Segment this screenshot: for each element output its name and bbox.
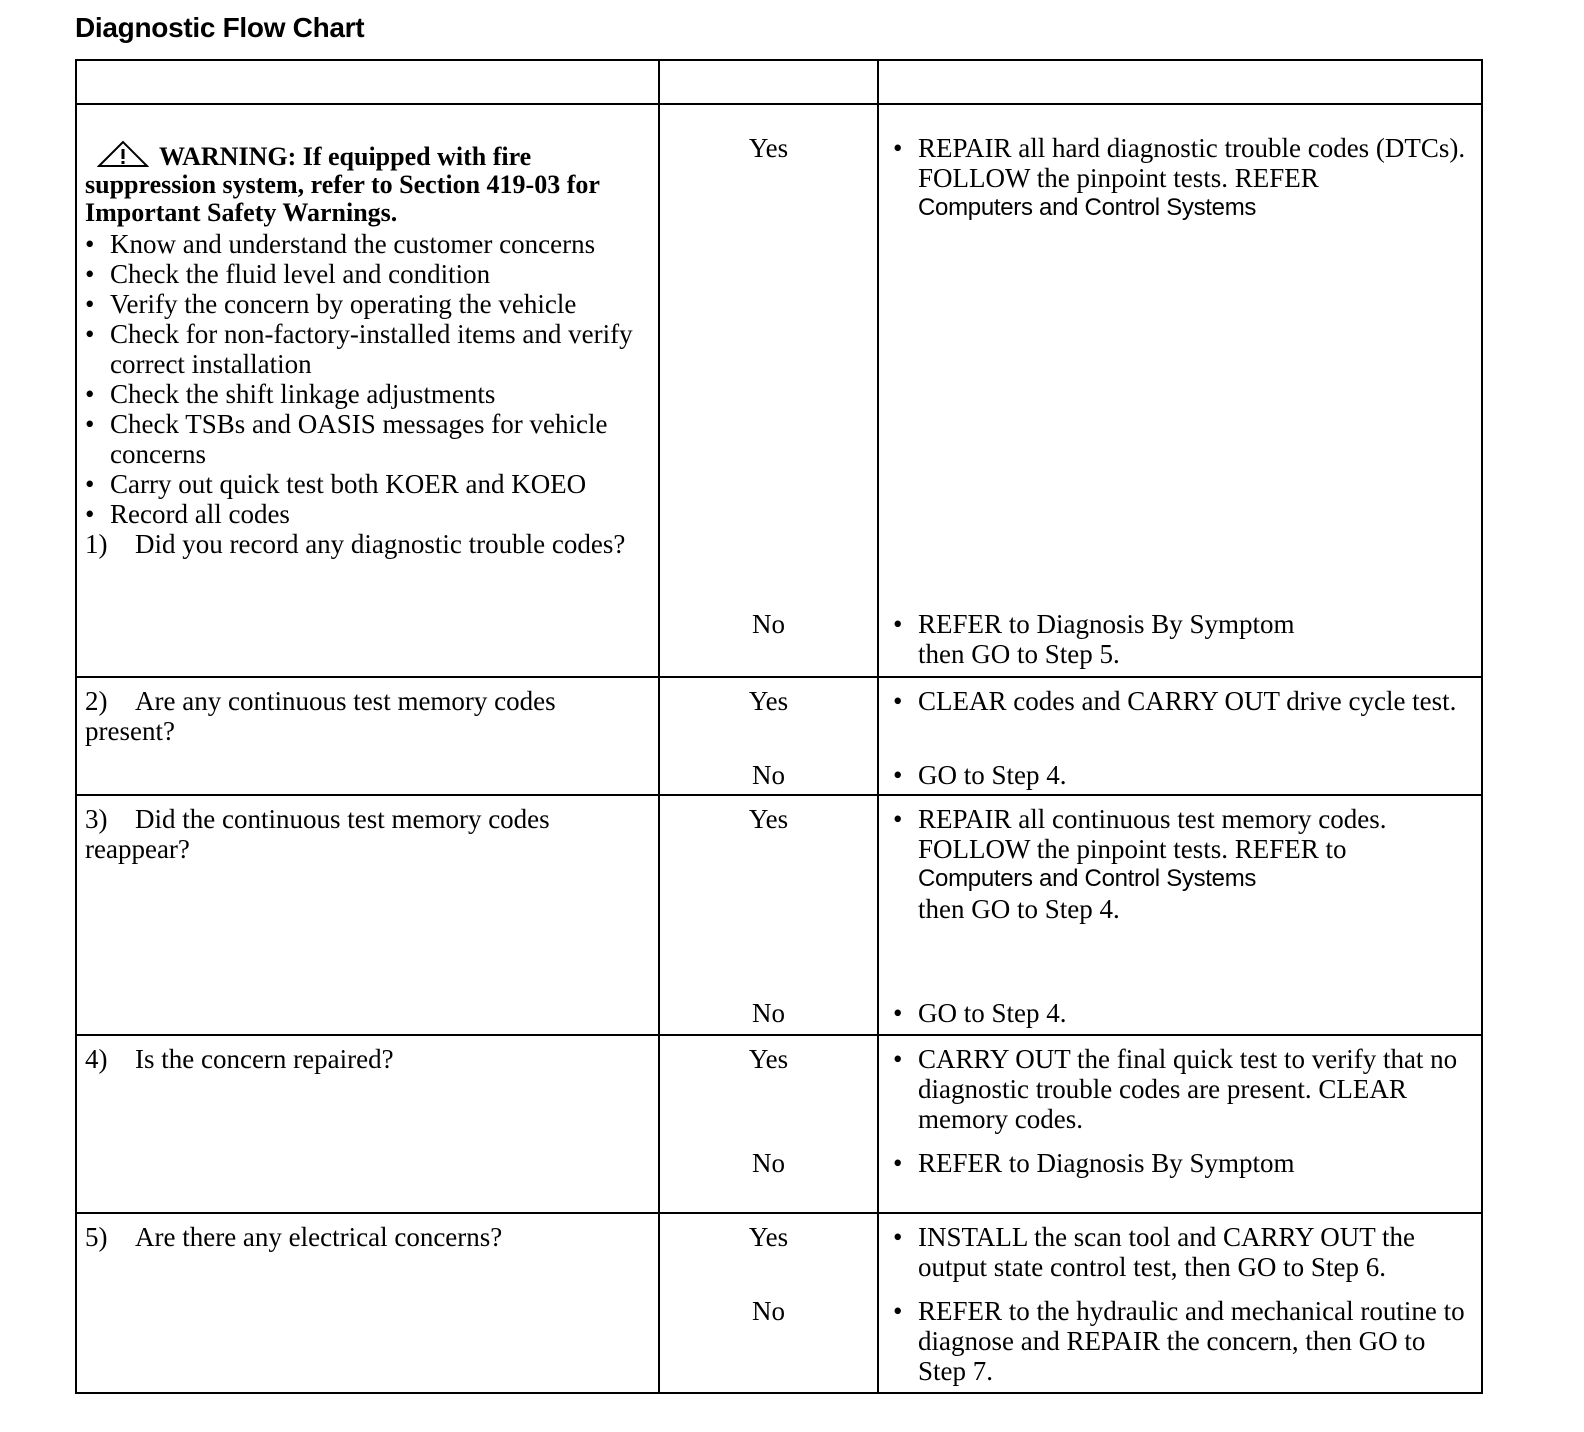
yes-action	[893, 1044, 1473, 1134]
check-item: • Check the fluid level and condition	[85, 259, 650, 289]
step-question-text: Is the concern repaired?	[135, 1044, 394, 1074]
step-4-question-cell	[76, 1035, 659, 1213]
no-action	[893, 609, 1473, 669]
action-item: • INSTALL the scan tool and CARRY OUT the output state control test, then GO to Step 6.	[893, 1222, 1473, 1282]
yes-label: Yes	[748, 804, 789, 834]
no-label: No	[752, 760, 785, 790]
yes-action	[893, 804, 1473, 924]
action-item: • CARRY OUT the final quick test to verify that no diagnostic trouble codes are present. CLEAR memory codes.	[893, 1044, 1473, 1134]
step-row-2	[76, 677, 1482, 795]
action-item: • REPAIR all hard diagnostic trouble codes (DTCs). FOLLOW the pinpoint tests. REFER Computers and Control Systems	[893, 133, 1473, 223]
no-label: No	[752, 998, 785, 1028]
step-3-action-cell	[878, 795, 1482, 1035]
step-1-question	[85, 529, 650, 559]
step-number: 3)	[85, 804, 108, 834]
action-item: • REFER to Diagnosis By Symptom then GO to Step 5.	[893, 609, 1473, 669]
reference-link[interactable]: Computers and Control Systems	[918, 865, 1257, 892]
step-2-question	[85, 686, 650, 746]
check-item: • Check for non-factory-installed items and verify correct installation	[85, 319, 650, 379]
no-action	[893, 998, 1473, 1028]
yes-label: Yes	[748, 133, 789, 163]
step-4-answer-cell	[659, 1035, 878, 1213]
table-header-row	[76, 60, 1482, 104]
step-row-3	[76, 795, 1482, 1035]
step-3-question	[85, 804, 650, 864]
no-label: No	[752, 1148, 785, 1178]
step-5-action-cell	[878, 1213, 1482, 1393]
warning-text: WARNING: If equipped with fire suppression system, refer to Section 419-03 for Important Safety Warnings.	[85, 142, 600, 227]
action-item: • REPAIR all continuous test memory codes. FOLLOW the pinpoint tests. REFER to Computers and Control Systems then GO to Step 4.	[893, 804, 1473, 924]
step-question-text: Did the continuous test memory codes reappear?	[85, 804, 550, 864]
step-5-question	[85, 1222, 650, 1252]
step-4-question	[85, 1044, 650, 1074]
step-1-action-cell	[878, 104, 1482, 677]
action-item: • GO to Step 4.	[893, 760, 1473, 790]
safety-warning	[85, 140, 650, 227]
action-item: • GO to Step 4.	[893, 998, 1473, 1028]
step-3-answer-cell	[659, 795, 878, 1035]
yes-action	[893, 133, 1473, 223]
header-result	[659, 60, 878, 104]
warning-triangle-icon	[97, 140, 149, 168]
yes-action	[893, 1222, 1473, 1282]
reference-link[interactable]: Computers and Control Systems	[918, 194, 1257, 221]
check-item: • Check TSBs and OASIS messages for vehicle concerns	[85, 409, 650, 469]
check-item: • Record all codes	[85, 499, 650, 529]
step-number: 4)	[85, 1044, 108, 1074]
step-3-question-cell	[76, 795, 659, 1035]
yes-label: Yes	[748, 1044, 789, 1074]
page-title: Diagnostic Flow Chart	[75, 12, 365, 43]
step-row-5	[76, 1213, 1482, 1393]
step-1-content	[85, 140, 650, 559]
check-item: • Know and understand the customer concerns	[85, 229, 650, 259]
step-number: 5)	[85, 1222, 108, 1252]
step-row-4	[76, 1035, 1482, 1213]
no-label: No	[752, 1296, 785, 1326]
no-label: No	[752, 609, 785, 639]
check-item: • Check the shift linkage adjustments	[85, 379, 650, 409]
step-1-answer-cell	[659, 104, 878, 677]
header-action	[878, 60, 1482, 104]
diagnostic-flow-table	[75, 59, 1483, 1394]
header-test-step	[76, 60, 659, 104]
yes-action	[893, 686, 1473, 716]
action-item: • CLEAR codes and CARRY OUT drive cycle test.	[893, 686, 1473, 716]
no-action	[893, 1148, 1473, 1178]
yes-label: Yes	[748, 686, 789, 716]
step-2-question-cell	[76, 677, 659, 795]
step-2-action-cell	[878, 677, 1482, 795]
no-action	[893, 1296, 1473, 1386]
preliminary-checks-list	[85, 229, 650, 529]
step-5-question-cell	[76, 1213, 659, 1393]
step-1-question-cell	[76, 104, 659, 677]
action-item: • REFER to Diagnosis By Symptom	[893, 1148, 1473, 1178]
check-item: • Carry out quick test both KOER and KOEO	[85, 469, 650, 499]
step-5-answer-cell	[659, 1213, 878, 1393]
step-question-text: Are any continuous test memory codes present?	[85, 686, 556, 746]
step-number: 2)	[85, 686, 108, 716]
step-question-text: Did you record any diagnostic trouble codes?	[135, 529, 626, 559]
yes-label: Yes	[748, 1222, 789, 1252]
step-number: 1)	[85, 529, 108, 559]
action-item: • REFER to the hydraulic and mechanical routine to diagnose and REPAIR the concern, then GO to Step 7.	[893, 1296, 1473, 1386]
step-row-1	[76, 104, 1482, 677]
step-4-action-cell	[878, 1035, 1482, 1213]
step-2-answer-cell	[659, 677, 878, 795]
check-item: • Verify the concern by operating the vehicle	[85, 289, 650, 319]
step-question-text: Are there any electrical concerns?	[135, 1222, 503, 1252]
no-action	[893, 760, 1473, 790]
